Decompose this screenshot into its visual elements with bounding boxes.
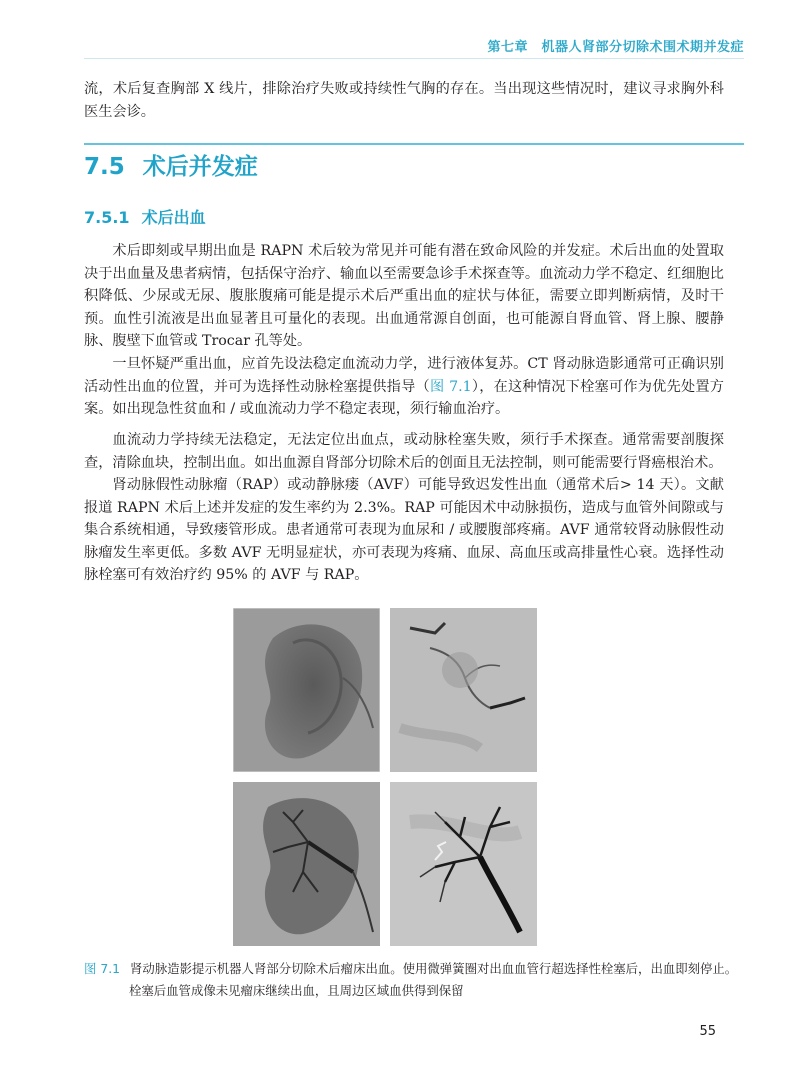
paragraph-surgical-exploration: 血流动力学持续无法稳定，无法定位出血点，或动脉栓塞失败，须行手术探查。通常需要剖腹探查，清除血块，控制出血。如出血源自肾部分切除术后的创面且无法控制，则可能需要行肾癌根治术。	[84, 432, 724, 471]
figure-reference-link[interactable]: 图 7.1	[429, 378, 472, 395]
paragraph-text-before-ref: 一旦怀疑严重出血，应首先设法稳定血流动力学，进行液体复苏。CT 肾动脉造影通常可正确识别活动性出血的位置，并可为选择性动脉栓塞提供指导（	[84, 356, 724, 395]
angiogram-image-1	[233, 608, 380, 772]
section-title: 术后并发症	[142, 154, 258, 180]
angiogram-image-3	[233, 782, 380, 946]
angiography-figure	[233, 608, 567, 946]
paragraph-text-after-ref: ），在这种情况下栓塞可作为优先处置方案。如出现急性贫血和 / 或血流动力学不稳定表现，须行输血治疗。	[84, 378, 724, 418]
paragraph-rap-avf: 肾动脉假性动脉瘤（RAP）或动静脉瘘（AVF）可能导致迟发性出血（通常术后> 14 天）。文献报道 RAPN 术后上述并发症的发生率约为 2.3%。RAP 可能因术中动脉损伤，造成与血管外间隙或与集合系统相通，导致瘘管形成。患者通常可表现为血尿和 / 或腰腹部疼痛。AVF 通常较肾动脉假性动脉瘤发生率更低。多数 AVF 无明显症状，亦可表现为疼痛、血尿、高血压或高排量性心衰。选择性动脉栓塞可有效治疗约 95% 的 AVF 与 RAP。	[84, 477, 724, 584]
figure-label: 图 7.1	[84, 961, 121, 976]
section-divider	[84, 143, 744, 145]
header-divider	[84, 58, 744, 59]
subsection-number: 7.5.1	[84, 208, 130, 227]
figure-caption	[84, 958, 744, 1002]
figure-caption-line-1: 肾动脉造影提示机器人肾部分切除术后瘤床出血。使用微弹簧圈对出血血管行超选择性栓塞后，出血即刻停止。	[130, 961, 738, 976]
section-heading	[84, 148, 258, 181]
angiogram-panel-4	[390, 782, 537, 946]
subsection-heading	[84, 205, 206, 228]
running-head: 第七章 机器人肾部分切除术围术期并发症	[487, 40, 744, 55]
angiogram-panel-2	[390, 608, 537, 772]
paragraph-management	[84, 353, 724, 421]
angiogram-panel-3	[233, 782, 380, 946]
figure-caption-line-2: 栓塞后血管成像未见瘤床继续出血，且周边区域血供得到保留	[129, 983, 464, 998]
angiogram-panel-1	[233, 608, 380, 772]
intro-paragraph: 流，术后复查胸部 X 线片，排除治疗失败或持续性气胸的存在。当出现这些情况时，建议寻求胸外科医生会诊。	[84, 81, 724, 120]
paragraph-bleeding-intro: 术后即刻或早期出血是 RAPN 术后较为常见并可能有潜在致命风险的并发症。术后出血的处置取决于出血量及患者病情，包括保守治疗、输血以至需要急诊手术探查等。血流动力学不稳定、红细胞比积降低、少尿或无尿、腹胀腹痛可能是提示术后严重出血的症状与体征，需要立即判断病情，及时干预。血性引流液是出血显著且可量化的表现。出血通常源自创面，也可能源自肾血管、肾上腺、腰静脉、腹壁下血管或 Trocar 孔等处。	[84, 243, 724, 350]
page-number: 55	[699, 1024, 716, 1039]
subsection-title: 术后出血	[141, 208, 206, 227]
section-number: 7.5	[84, 154, 125, 180]
angiogram-image-4	[390, 782, 537, 946]
angiogram-image-2	[390, 608, 537, 772]
